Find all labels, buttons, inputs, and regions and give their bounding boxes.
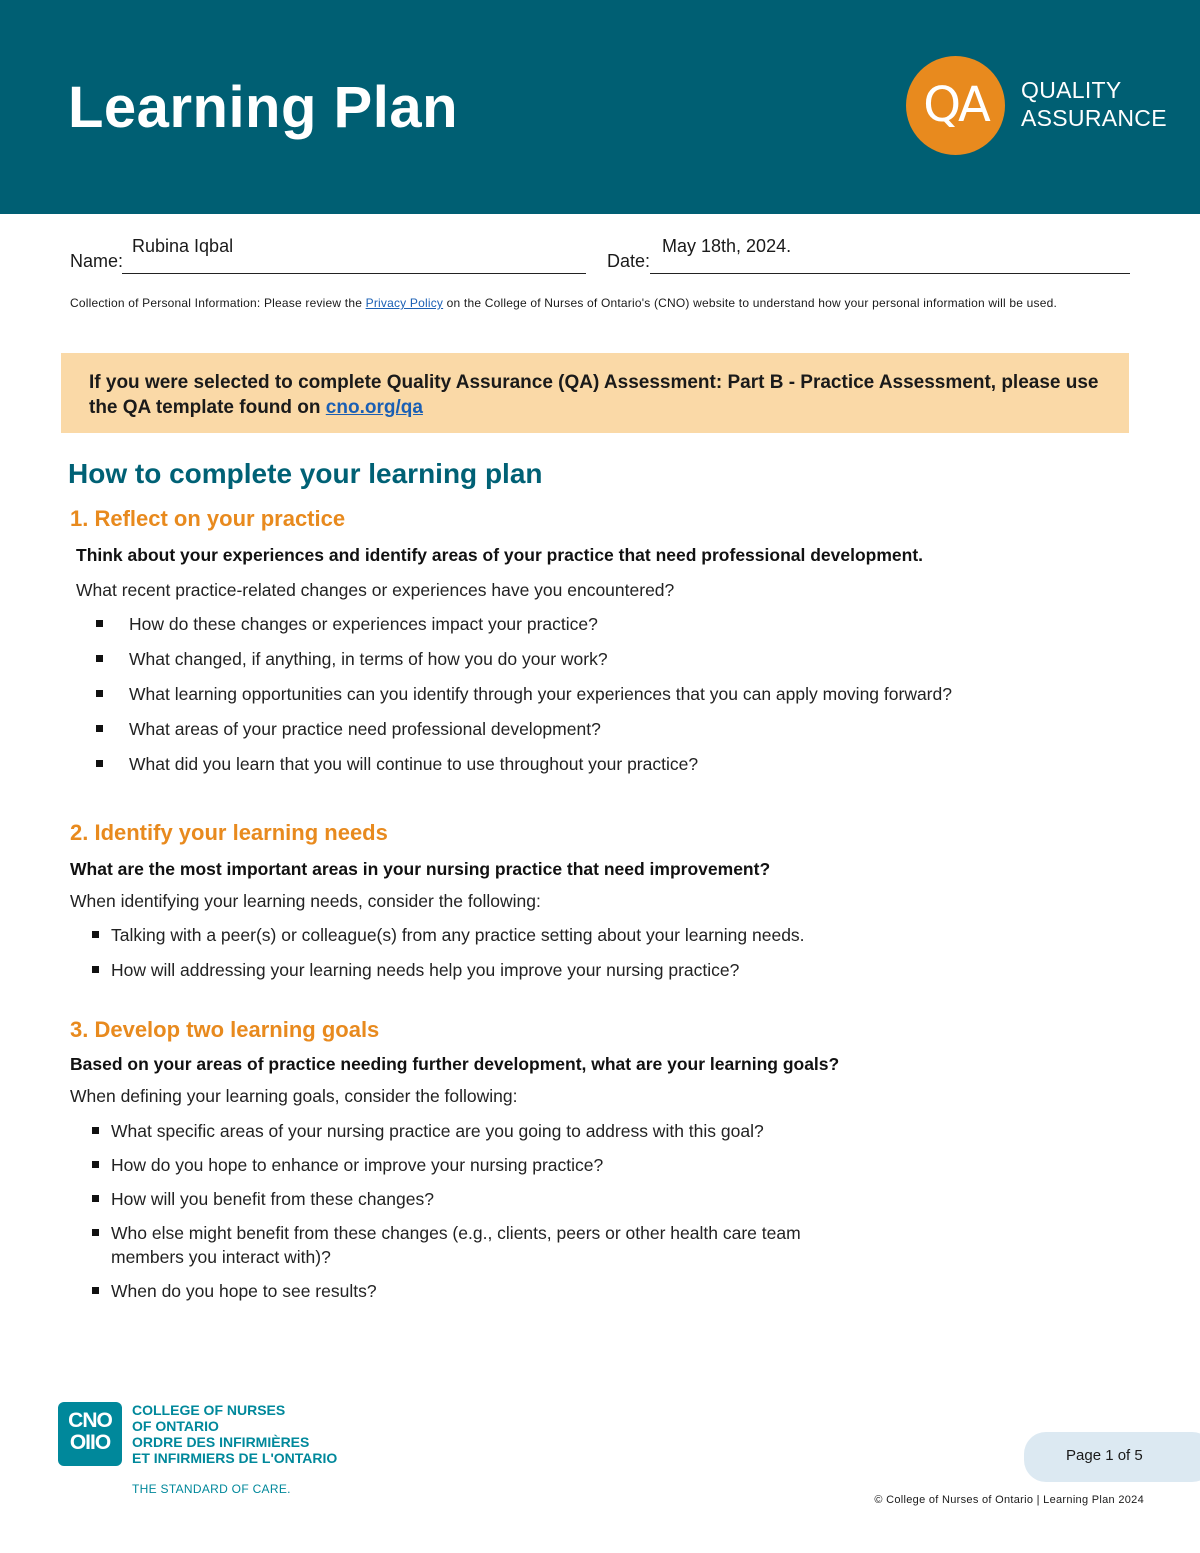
section-1-heading: 1. Reflect on your practice xyxy=(70,506,346,531)
date-field[interactable] xyxy=(607,234,1137,274)
list-item: What changed, if anything, in terms of how you do your work? xyxy=(96,649,1096,684)
section-1-intro: What recent practice-related changes or experiences have you encountered? xyxy=(76,580,675,600)
bullet-icon xyxy=(92,931,99,938)
section-3-intro: When defining your learning goals, consider the following: xyxy=(70,1086,518,1106)
section-2-intro: When identifying your learning needs, consider the following: xyxy=(70,891,541,911)
bullet-icon xyxy=(92,1287,99,1294)
name-label: Name: xyxy=(70,251,124,271)
list-item: Who else might benefit from these changes (e.g., clients, peers or other health care team xyxy=(92,1223,1092,1247)
bullet-icon xyxy=(96,760,103,767)
section-3-list xyxy=(92,1121,1092,1315)
section-3-heading: 3. Develop two learning goals xyxy=(70,1017,380,1042)
section-1-prompt: Think about your experiences and identify areas of your practice that need professional development. xyxy=(76,545,924,565)
privacy-policy-link[interactable]: Privacy Policy xyxy=(365,296,444,310)
bullet-icon xyxy=(96,655,103,662)
list-item: How will you benefit from these changes? xyxy=(92,1189,1092,1223)
list-item: What did you learn that you will continue to use throughout your practice? xyxy=(96,754,1096,789)
bullet-icon xyxy=(92,1195,99,1202)
list-item: What areas of your practice need professional development? xyxy=(96,719,1096,754)
bullet-icon xyxy=(96,690,103,697)
name-value[interactable]: Rubina Iqbal xyxy=(132,236,234,256)
cno-wordmark: COLLEGE OF NURSES OF ONTARIO ORDRE DES INFIRMIÈRES ET INFIRMIERS DE L'ONTARIO xyxy=(132,1402,338,1466)
list-item: How do you hope to enhance or improve your nursing practice? xyxy=(92,1155,1092,1189)
date-underline xyxy=(650,273,1130,274)
main-heading: How to complete your learning plan xyxy=(68,458,543,489)
copyright: © College of Nurses of Ontario | Learning Plan 2024 xyxy=(874,1494,1144,1506)
page-number: Page 1 of 5 xyxy=(1066,1447,1143,1464)
list-item: How will addressing your learning needs help you improve your nursing practice? xyxy=(92,960,1092,995)
name-underline xyxy=(122,273,586,274)
cno-logo xyxy=(58,1402,358,1502)
bullet-icon xyxy=(92,1127,99,1134)
bullet-icon xyxy=(92,1229,99,1236)
section-1-list xyxy=(96,614,1096,789)
section-2-list xyxy=(92,925,1092,995)
list-item: Talking with a peer(s) or colleague(s) from any practice setting about your learning needs. xyxy=(92,925,1092,960)
bullet-icon xyxy=(96,725,103,732)
cno-qa-link[interactable]: cno.org/qa xyxy=(325,397,423,418)
list-item: What specific areas of your nursing practice are you going to address with this goal? xyxy=(92,1121,1092,1155)
header-band xyxy=(0,0,1200,214)
section-2-heading: 2. Identify your learning needs xyxy=(70,820,388,845)
bullet-icon xyxy=(92,1161,99,1168)
qa-logo-mark: QA xyxy=(906,56,1005,155)
qa-logo xyxy=(906,56,1166,156)
privacy-notice: Collection of Personal Information: Please review the Privacy Policy on the College of Nurses of Ontario's (CNO) website to understand how your personal information will be used. xyxy=(70,296,1058,310)
page-title: Learning Plan xyxy=(68,75,459,140)
date-label: Date: xyxy=(607,251,651,271)
list-item: When do you hope to see results? xyxy=(92,1281,1092,1315)
page-indicator xyxy=(1024,1432,1200,1482)
qa-logo-wordmark: QUALITY ASSURANCE xyxy=(1021,77,1167,131)
name-field[interactable] xyxy=(70,234,590,274)
bullet-icon xyxy=(96,620,103,627)
section-3-prompt: Based on your areas of practice needing further development, what are your learning goals? xyxy=(70,1054,840,1074)
date-value[interactable]: May 18th, 2024. xyxy=(662,236,792,256)
list-item: How do these changes or experiences impact your practice? xyxy=(96,614,1096,649)
qa-template-notice: If you were selected to complete Quality Assurance (QA) Assessment: Part B - Practice Assessment, please use the QA template found on cno.org/qa xyxy=(61,353,1129,433)
bullet-icon xyxy=(92,966,99,973)
list-item: What learning opportunities can you identify through your experiences that you can apply moving forward? xyxy=(96,684,1096,719)
cno-logo-mark: CNO OIIO xyxy=(58,1402,122,1466)
list-item-continuation: members you interact with)? xyxy=(111,1247,331,1267)
cno-tagline: THE STANDARD OF CARE. xyxy=(132,1482,291,1496)
section-2-prompt: What are the most important areas in your nursing practice that need improvement? xyxy=(70,859,771,879)
